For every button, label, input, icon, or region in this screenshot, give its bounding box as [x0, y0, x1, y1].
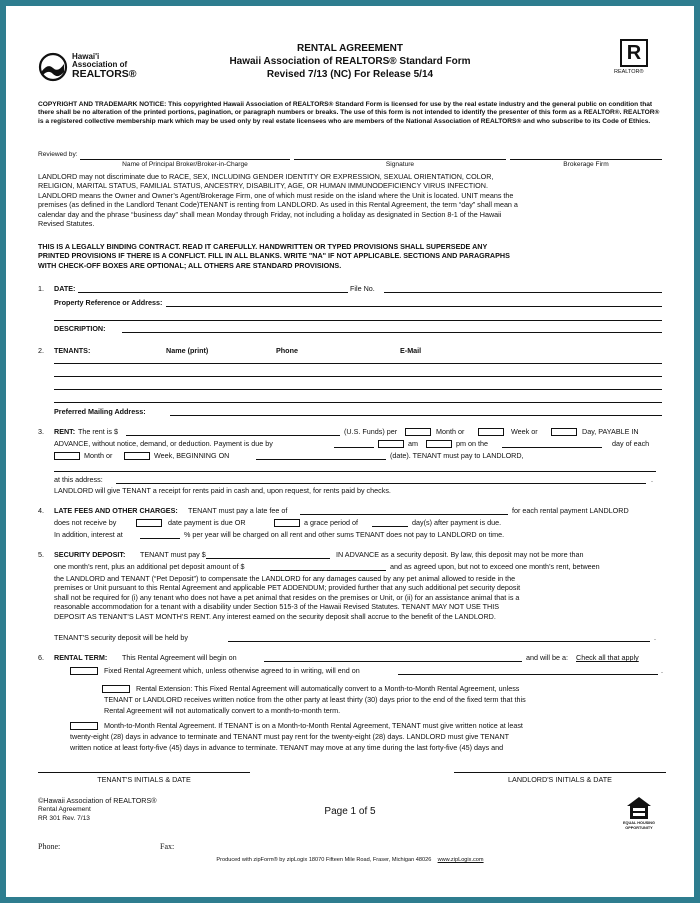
late-date-checkbox[interactable] — [136, 519, 162, 527]
tenant-initials-field[interactable] — [38, 772, 250, 773]
phone-label: Phone: — [38, 842, 61, 851]
realtor-logo — [614, 39, 664, 81]
signature-line[interactable] — [294, 159, 506, 160]
s6-number: 6. — [38, 653, 44, 662]
file-number-field[interactable] — [384, 292, 662, 293]
rent-amount-label: The rent is $ — [78, 427, 118, 436]
description-label: DESCRIPTION: — [54, 324, 106, 333]
due-day-field[interactable] — [502, 447, 602, 448]
realtor-logo-letter: R — [626, 42, 642, 64]
term-begin-field[interactable] — [264, 661, 522, 662]
deposit-held-field[interactable] — [228, 641, 650, 642]
property-field[interactable] — [166, 306, 662, 307]
har-logo-line1: Hawai'i — [72, 52, 100, 61]
mailing-label: Preferred Mailing Address: — [54, 407, 146, 416]
interest-text: % per year will be charged on all rent and other sums TENANT does not pay to LANDLORD on time. — [184, 530, 505, 539]
pet-deposit-field[interactable] — [270, 570, 386, 571]
landlord-initials-field[interactable] — [454, 772, 666, 773]
intro-line: premises (as defined in the Landlord Tenant Code)TENANT is renting from LANDLORD. As used in this Rental Agreement, the term “day” shall mean a — [38, 200, 518, 210]
equal-housing-icon — [626, 796, 652, 820]
receipt-text: LANDLORD will give TENANT a receipt for rents paid in cash and, upon request, for rents paid by checks. — [54, 486, 391, 495]
due-time-field[interactable] — [334, 447, 374, 448]
late-fees-label: LATE FEES AND OTHER CHARGES: — [54, 506, 178, 515]
m2m-line-3: written notice at least forty-five (45) days in advance to terminate. TENANT may move at any time during the last forty-five (45) days and — [70, 743, 504, 752]
s1-date-label: DATE: — [54, 284, 76, 293]
tenant-line[interactable] — [54, 376, 662, 377]
pay-to-landlord-label: (date). TENANT must pay to LANDLORD, — [390, 451, 524, 460]
page-title: RENTAL AGREEMENT — [297, 43, 403, 54]
fixed-end-field[interactable] — [398, 674, 658, 675]
realtor-logo-box — [620, 39, 648, 67]
reviewed-by-label: Reviewed by: — [38, 151, 78, 158]
fixed-term-end: . — [661, 666, 663, 675]
m2m-line-1: Month-to-Month Rental Agreement. If TENANT is on a Month-to-Month Rental Agreement, TENANT must give written notice at least — [104, 721, 523, 730]
equal-housing-label-1: EQUAL HOUSING — [623, 821, 655, 825]
intro-line: Revised Statutes. — [38, 219, 95, 229]
mailing-address-field[interactable] — [170, 415, 662, 416]
grace-period-label: a grace period of — [304, 518, 358, 527]
deposit-line: premises or Unit pursuant to this Rental Agreement and applicable PET ADDENDUM; provided further that any such additional pet security deposit — [54, 583, 521, 593]
rent-funds-label: (U.S. Funds) per — [344, 427, 398, 436]
beginning-label: Week, BEGINNING ON — [154, 451, 230, 460]
fixed-term-checkbox[interactable] — [70, 667, 98, 675]
tenant-line[interactable] — [54, 363, 662, 364]
am-checkbox[interactable] — [378, 440, 404, 448]
check-all-label: Check all that apply — [576, 653, 639, 662]
per-day-label: Day, PAYABLE IN — [582, 427, 639, 436]
ziplogix-link[interactable]: www.zipLogix.com — [437, 857, 484, 863]
fax-label: Fax: — [160, 842, 175, 851]
each-week-checkbox[interactable] — [124, 452, 150, 460]
deposit-held-label: TENANT'S security deposit will be held by — [54, 633, 188, 642]
deposit-line: the LANDLORD and TENANT (“Pet Deposit”) to compensate the LANDLORD for any damages caused by any pet animal allowed to reside in the — [54, 574, 516, 583]
deposit-line: shall not be required for (i) any tenant who does not have a pet animal that resides on the premises or Unit, or (ii) for an assistance animal that is a — [54, 592, 520, 602]
rental-agreement-page — [6, 6, 694, 897]
s3-number: 3. — [38, 427, 44, 436]
broker-line[interactable] — [80, 159, 290, 160]
har-logo-line2: Association of — [72, 60, 128, 69]
firm-line[interactable] — [510, 159, 662, 160]
at-address-label: at this address: — [54, 475, 103, 484]
payment-address-field-1[interactable] — [54, 471, 656, 472]
tenant-line[interactable] — [54, 402, 662, 403]
deposit-amount-field[interactable] — [206, 558, 330, 559]
realtor-logo-label: REALTOR® — [614, 69, 644, 75]
rental-extension-checkbox[interactable] — [102, 685, 130, 693]
s5-number: 5. — [38, 550, 44, 559]
intro-line: LANDLORD means the Owner and Owner’s Agent/Brokerage Firm, one of which must reside on the island where the Unit is located. UNIT means the — [38, 190, 514, 200]
property-field-2[interactable] — [54, 320, 662, 321]
har-logo-line3: REALTORS® — [72, 68, 137, 80]
deposit-held-end: . — [654, 633, 656, 642]
rental-extension-line-3: Rental Agreement will not automatically convert to a month-to-month term. — [104, 706, 341, 715]
fixed-term-text: Fixed Rental Agreement which, unless otherwise agreed to in writing, will end on — [104, 666, 360, 675]
pm-checkbox[interactable] — [426, 440, 452, 448]
will-be-label: and will be a: — [526, 653, 568, 662]
copyright-notice: COPYRIGHT AND TRADEMARK NOTICE: This copyrighted Hawaii Association of REALTORS® Standard Form is licensed for use by the real estate industry and the general public on condition that there shall be no alteration of the printed portions, pagination, or paragraph numbers or breaks. The use of this form is not intended to identify the presenter of this form as a REALTOR®. REALTOR® is a registered collective membership mark which may be used only by real estate licensees who are members of the National Association of REALTORS® and who subscribe to its Code of Ethics. — [38, 101, 660, 125]
late-fee-text: TENANT must pay a late fee of — [188, 506, 288, 515]
produced-by-line — [6, 857, 694, 863]
email-column-label: E-Mail — [400, 346, 422, 355]
binding-line: PRINTED PROVISIONS IF THERE IS A CONFLICT. FILL IN ALL BLANKS. WRITE "NA" IF NOT APPLICABLE. SECTIONS AND PARAGRAPHS — [38, 251, 510, 261]
s1-file-label: File No. — [350, 284, 375, 293]
interest-label: In addition, interest at — [54, 530, 123, 539]
grace-days-label: day(s) after payment is due. — [412, 518, 502, 527]
rental-term-label: RENTAL TERM: — [54, 653, 108, 662]
per-day-checkbox[interactable] — [551, 428, 577, 436]
term-begin-text: This Rental Agreement will begin on — [122, 653, 237, 662]
equal-housing-label-2: OPPORTUNITY — [625, 826, 653, 830]
s1-number: 1. — [38, 284, 44, 293]
rent-due-label: ADVANCE, without notice, demand, or deduction. Payment is due by — [54, 439, 273, 448]
produced-by-text: Produced with zipForm® by zipLogix 18070 Fifteen Mile Road, Fraser, Michigan 48026 — [216, 857, 432, 863]
late-fee-text-2: for each rental payment LANDLORD — [512, 506, 629, 515]
page-number: Page 1 of 5 — [324, 806, 376, 817]
footer-form-rev: RR 301 Rev. 7/13 — [38, 815, 90, 822]
intro-paragraph — [38, 172, 678, 228]
interest-rate-field[interactable] — [140, 538, 180, 539]
firm-caption: Brokerage Firm — [563, 161, 609, 168]
pm-label: pm on the — [456, 439, 488, 448]
rent-label: RENT: — [54, 427, 76, 436]
description-field[interactable] — [122, 332, 662, 333]
not-receive-label: does not receive by — [54, 518, 117, 527]
tenant-initials-label: TENANT'S INITIALS & DATE — [97, 775, 191, 784]
s2-number: 2. — [38, 346, 44, 355]
payment-address-field-2[interactable] — [116, 483, 646, 484]
grace-days-field[interactable] — [372, 526, 408, 527]
late-fee-field[interactable] — [300, 514, 508, 515]
day-of-each-label: day of each — [612, 439, 650, 448]
grace-period-checkbox[interactable] — [274, 519, 300, 527]
s4-number: 4. — [38, 506, 44, 515]
deposit-line: reasonable accommodation for a tenant with a disability under Section 515-3 of the Hawaii Revised Statutes. TENANT MAY NOT USE THIS — [54, 602, 500, 612]
at-address-end: . — [651, 475, 653, 484]
month-to-month-checkbox[interactable] — [70, 722, 98, 730]
beginning-date-field[interactable] — [256, 459, 386, 460]
intro-line: LANDLORD may not discriminate due to RACE, SEX, INCLUDING GENDER IDENTITY OR EXPRESSION, SEXUAL ORIENTATION, COLOR, — [38, 172, 494, 181]
tenants-label: TENANTS: — [54, 346, 91, 355]
rent-amount-field[interactable] — [126, 435, 340, 436]
landlord-initials-label: LANDLORD'S INITIALS & DATE — [508, 775, 612, 784]
footer-copyright: ©Hawaii Association of REALTORS® — [38, 796, 157, 805]
phone-column-label: Phone — [276, 346, 298, 355]
pet-deposit-text-2: and as agreed upon, but not to exceed one month’s rent, between — [390, 562, 600, 571]
binding-line: WITH CHECK-OFF BOXES ARE OPTIONAL; ALL OTHERS ARE STANDARD PROVISIONS. — [38, 260, 342, 270]
page-revision: Revised 7/13 (NC) For Release 5/14 — [266, 69, 434, 80]
per-week-label: Week or — [511, 427, 538, 436]
deposit-line: DEPOSIT AS TENANT’S LAST MONTH’S RENT. Any interest earned on the security deposit shall accrue to the benefit of the LANDLORD. — [54, 611, 496, 621]
equal-housing-logo — [620, 796, 658, 836]
binding-line: THIS IS A LEGALLY BINDING CONTRACT. READ IT CAREFULLY. HANDWRITTEN OR TYPED PROVISIONS SHALL SUPERSEDE ANY — [38, 242, 488, 251]
m2m-line-2: twenty-eight (28) days in advance to terminate and TENANT must pay rent for the twenty-eight (28) days. LANDLORD must give TENANT — [70, 732, 510, 741]
date-field[interactable] — [78, 292, 348, 293]
footer-form-name: Rental Agreement — [38, 806, 91, 813]
per-month-checkbox[interactable] — [405, 428, 431, 436]
deposit-text-2: IN ADVANCE as a security deposit. By law, this deposit may not be more than — [336, 550, 584, 559]
name-column-label: Name (print) — [166, 346, 209, 355]
each-month-checkbox[interactable] — [54, 452, 80, 460]
deposit-paragraph — [54, 574, 674, 621]
rental-extension-line-1: Rental Extension: This Fixed Rental Agreement will automatically convert to a Month-to-Month Rental Agreement, unless — [136, 684, 520, 693]
am-label: am — [408, 439, 418, 448]
per-week-checkbox[interactable] — [478, 428, 504, 436]
date-due-or-label: date payment is due OR — [168, 518, 246, 527]
deposit-text-1: TENANT must pay $ — [140, 550, 206, 559]
binding-notice — [38, 242, 678, 270]
intro-line: RELIGION, MARITAL STATUS, FAMILIAL STATUS, ANCESTRY, DISABILITY, AGE, OR HUMAN IMMUNODEFICIENCY VIRUS INFECTION. — [38, 181, 488, 191]
broker-caption: Name of Principal Broker/Broker-in-Charge — [122, 161, 248, 168]
tenant-line[interactable] — [54, 389, 662, 390]
pet-deposit-text: one month’s rent, plus an additional pet deposit amount of $ — [54, 562, 245, 571]
per-month-label: Month or — [436, 427, 465, 436]
rental-extension-line-2: TENANT or LANDLORD receives written notice from the other party at least thirty (30) days prior to the end of the fixed term that this — [104, 695, 526, 704]
page-subtitle: Hawaii Association of REALTORS® Standard Form — [229, 56, 471, 67]
intro-line: calendar day and the phrase “business day” shall mean Monday through Friday, not including a holiday as designated in Section 8-1 of the Hawaii — [38, 209, 502, 219]
property-label: Property Reference or Address: — [54, 298, 163, 307]
signature-caption: Signature — [385, 161, 415, 168]
security-deposit-label: SECURITY DEPOSIT: — [54, 550, 126, 559]
each-month-label: Month or — [84, 451, 113, 460]
